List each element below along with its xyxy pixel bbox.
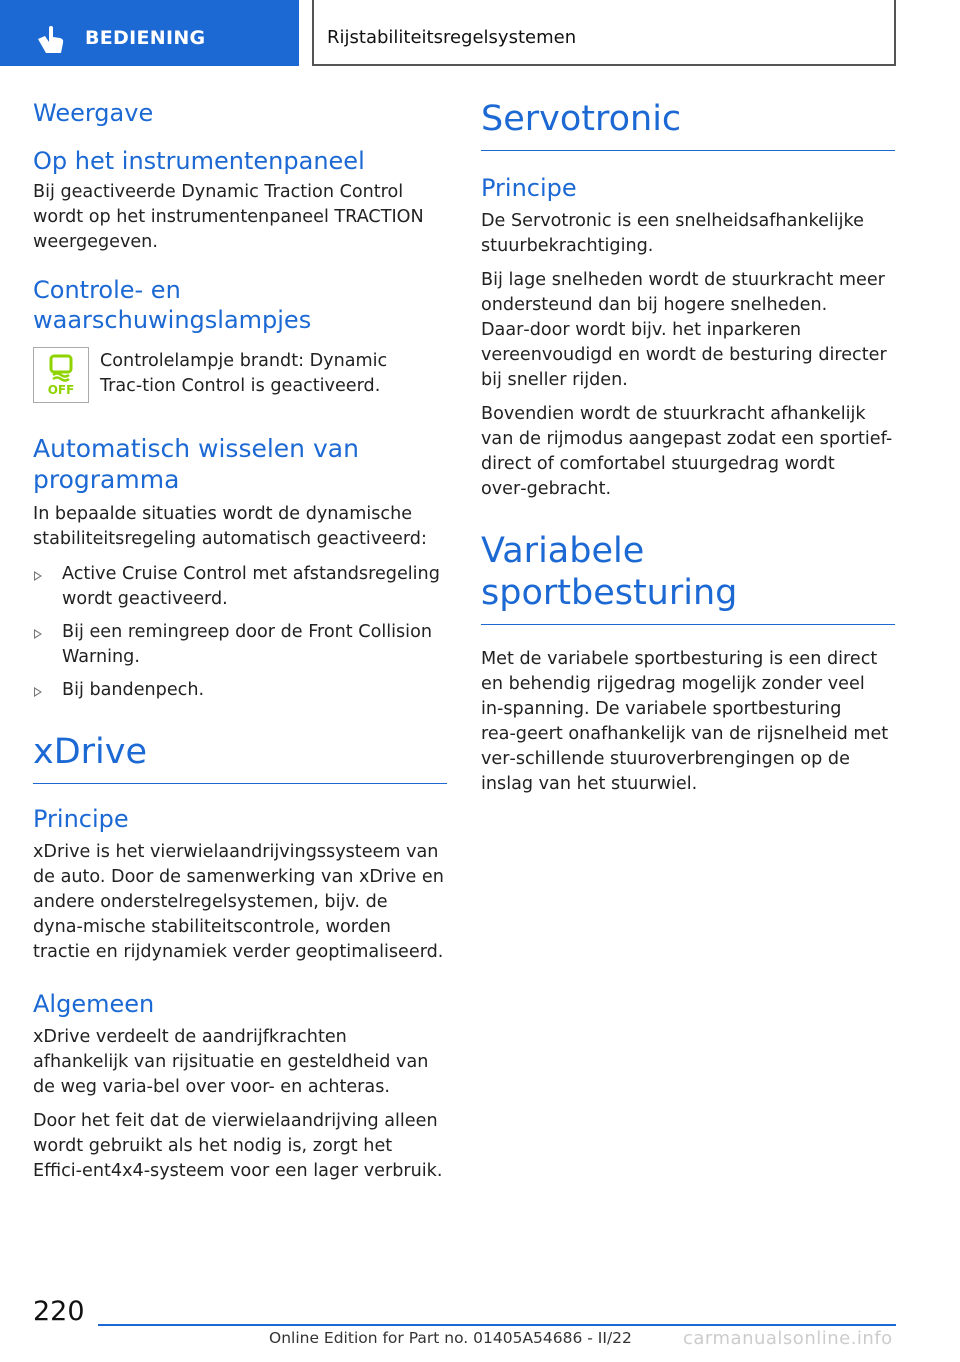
- algemeen-text-2: Door het feit dat de vierwielaandrijving alleen wordt gebruikt als het nodig is, zorgt het Effici‑ent4x4-systeem voor een lager verbruik.: [33, 1110, 443, 1181]
- heading-lampjes: Controle- en waarschuwingslampjes: [33, 276, 312, 334]
- traction-control-off-icon: [39, 353, 83, 397]
- heading-instrumentenpaneel: Op het instrumentenpaneel: [33, 147, 365, 175]
- lamp-row: [33, 349, 447, 403]
- traction-off-lamp-icon: [33, 347, 89, 403]
- xdrive-principe-text: xDrive is het vierwielaandrijvingssysteem van de auto. Door de samenwerking van xDrive en andere onderstelregelsystemen, bijv. de dyna‑mische stabiliteitscontrole, worden tractie en rijdynamiek verder geoptimaliseerd.: [33, 841, 444, 962]
- chapter-title: Rijstabiliteitsregelsystemen: [327, 27, 577, 48]
- heading-algemeen: Algemeen: [33, 989, 155, 1018]
- auto-list: [33, 562, 447, 703]
- algemeen-text-1: xDrive verdeelt de aandrijfkrachten afhankelijk van rijsituatie en gesteldheid van de weg varia‑bel over voor- en achteras.: [33, 1026, 429, 1097]
- servotronic-text-1: De Servotronic is een snelheidsafhankelijke stuurbekrachtiging.: [481, 211, 864, 256]
- heading-xdrive: xDrive: [33, 731, 447, 784]
- bullet-triangle-icon: [34, 687, 42, 697]
- section-label: BEDIENING: [85, 27, 206, 49]
- footer-edition: Online Edition for Part no. 01405A54686 - II/22: [269, 1329, 632, 1347]
- heading-weergave: Weergave: [33, 99, 154, 127]
- lamp-off-label: OFF: [47, 383, 75, 397]
- left-column: [33, 98, 447, 1193]
- heading-principe-servotronic: Principe: [481, 174, 577, 202]
- list-item: Bij een remingreep door de Front Collision Warning.: [33, 620, 447, 670]
- bullet-triangle-icon: [34, 629, 42, 639]
- variabele-text: Met de variabele sportbesturing is een direct en behendig rijgedrag mogelijk zonder veel in‑spanning. De variabele sportbesturing rea‑geert onafhankelijk van de rijsnelheid met ver‑schillende stuuroverbrengingen op de inslag van het stuurwiel.: [481, 649, 889, 794]
- right-column: [481, 98, 895, 806]
- heading-principe-xdrive: Principe: [33, 804, 129, 833]
- auto-text: In bepaalde situaties wordt de dynamische stabiliteitsregeling automatisch geactiveerd:: [33, 503, 427, 549]
- hand-pointer-icon: [36, 26, 66, 54]
- servotronic-text-2: Bij lage snelheden wordt de stuurkracht meer ondersteund dan bij hogere snelheden. Daar‑door wordt bijv. het inparkeren vereenvoudigd en wordt de besturing directer bij sneller rijden.: [481, 270, 887, 390]
- heading-automatisch: Automatisch wisselen van programma: [33, 434, 359, 495]
- list-item: Active Cruise Control met afstandsregeling wordt geactiveerd.: [33, 562, 447, 612]
- heading-servotronic: Servotronic: [481, 98, 895, 151]
- chapter-title-box: [312, 0, 896, 66]
- servotronic-text-3: Bovendien wordt de stuurkracht afhankelijk van de rijmodus aangepast zodat een sportief-direct of comfortabel stuurgedrag wordt over‑gebracht.: [481, 404, 893, 499]
- section-tab: [0, 0, 299, 66]
- bullet-triangle-icon: [34, 571, 42, 581]
- lamp-text: Controlelampje brandt: Dynamic Trac‑tion Control is geactiveerd.: [100, 351, 388, 396]
- footer-divider: [98, 1324, 896, 1326]
- list-item: Bij bandenpech.: [33, 678, 447, 703]
- instrument-text: Bij geactiveerde Dynamic Traction Control wordt op het instrumentenpaneel TRACTION weergegeven.: [33, 182, 424, 252]
- page-number: 220: [33, 1296, 85, 1327]
- watermark: carmanualsonline.info: [683, 1328, 893, 1349]
- heading-variabele: Variabele sportbesturing: [481, 530, 895, 625]
